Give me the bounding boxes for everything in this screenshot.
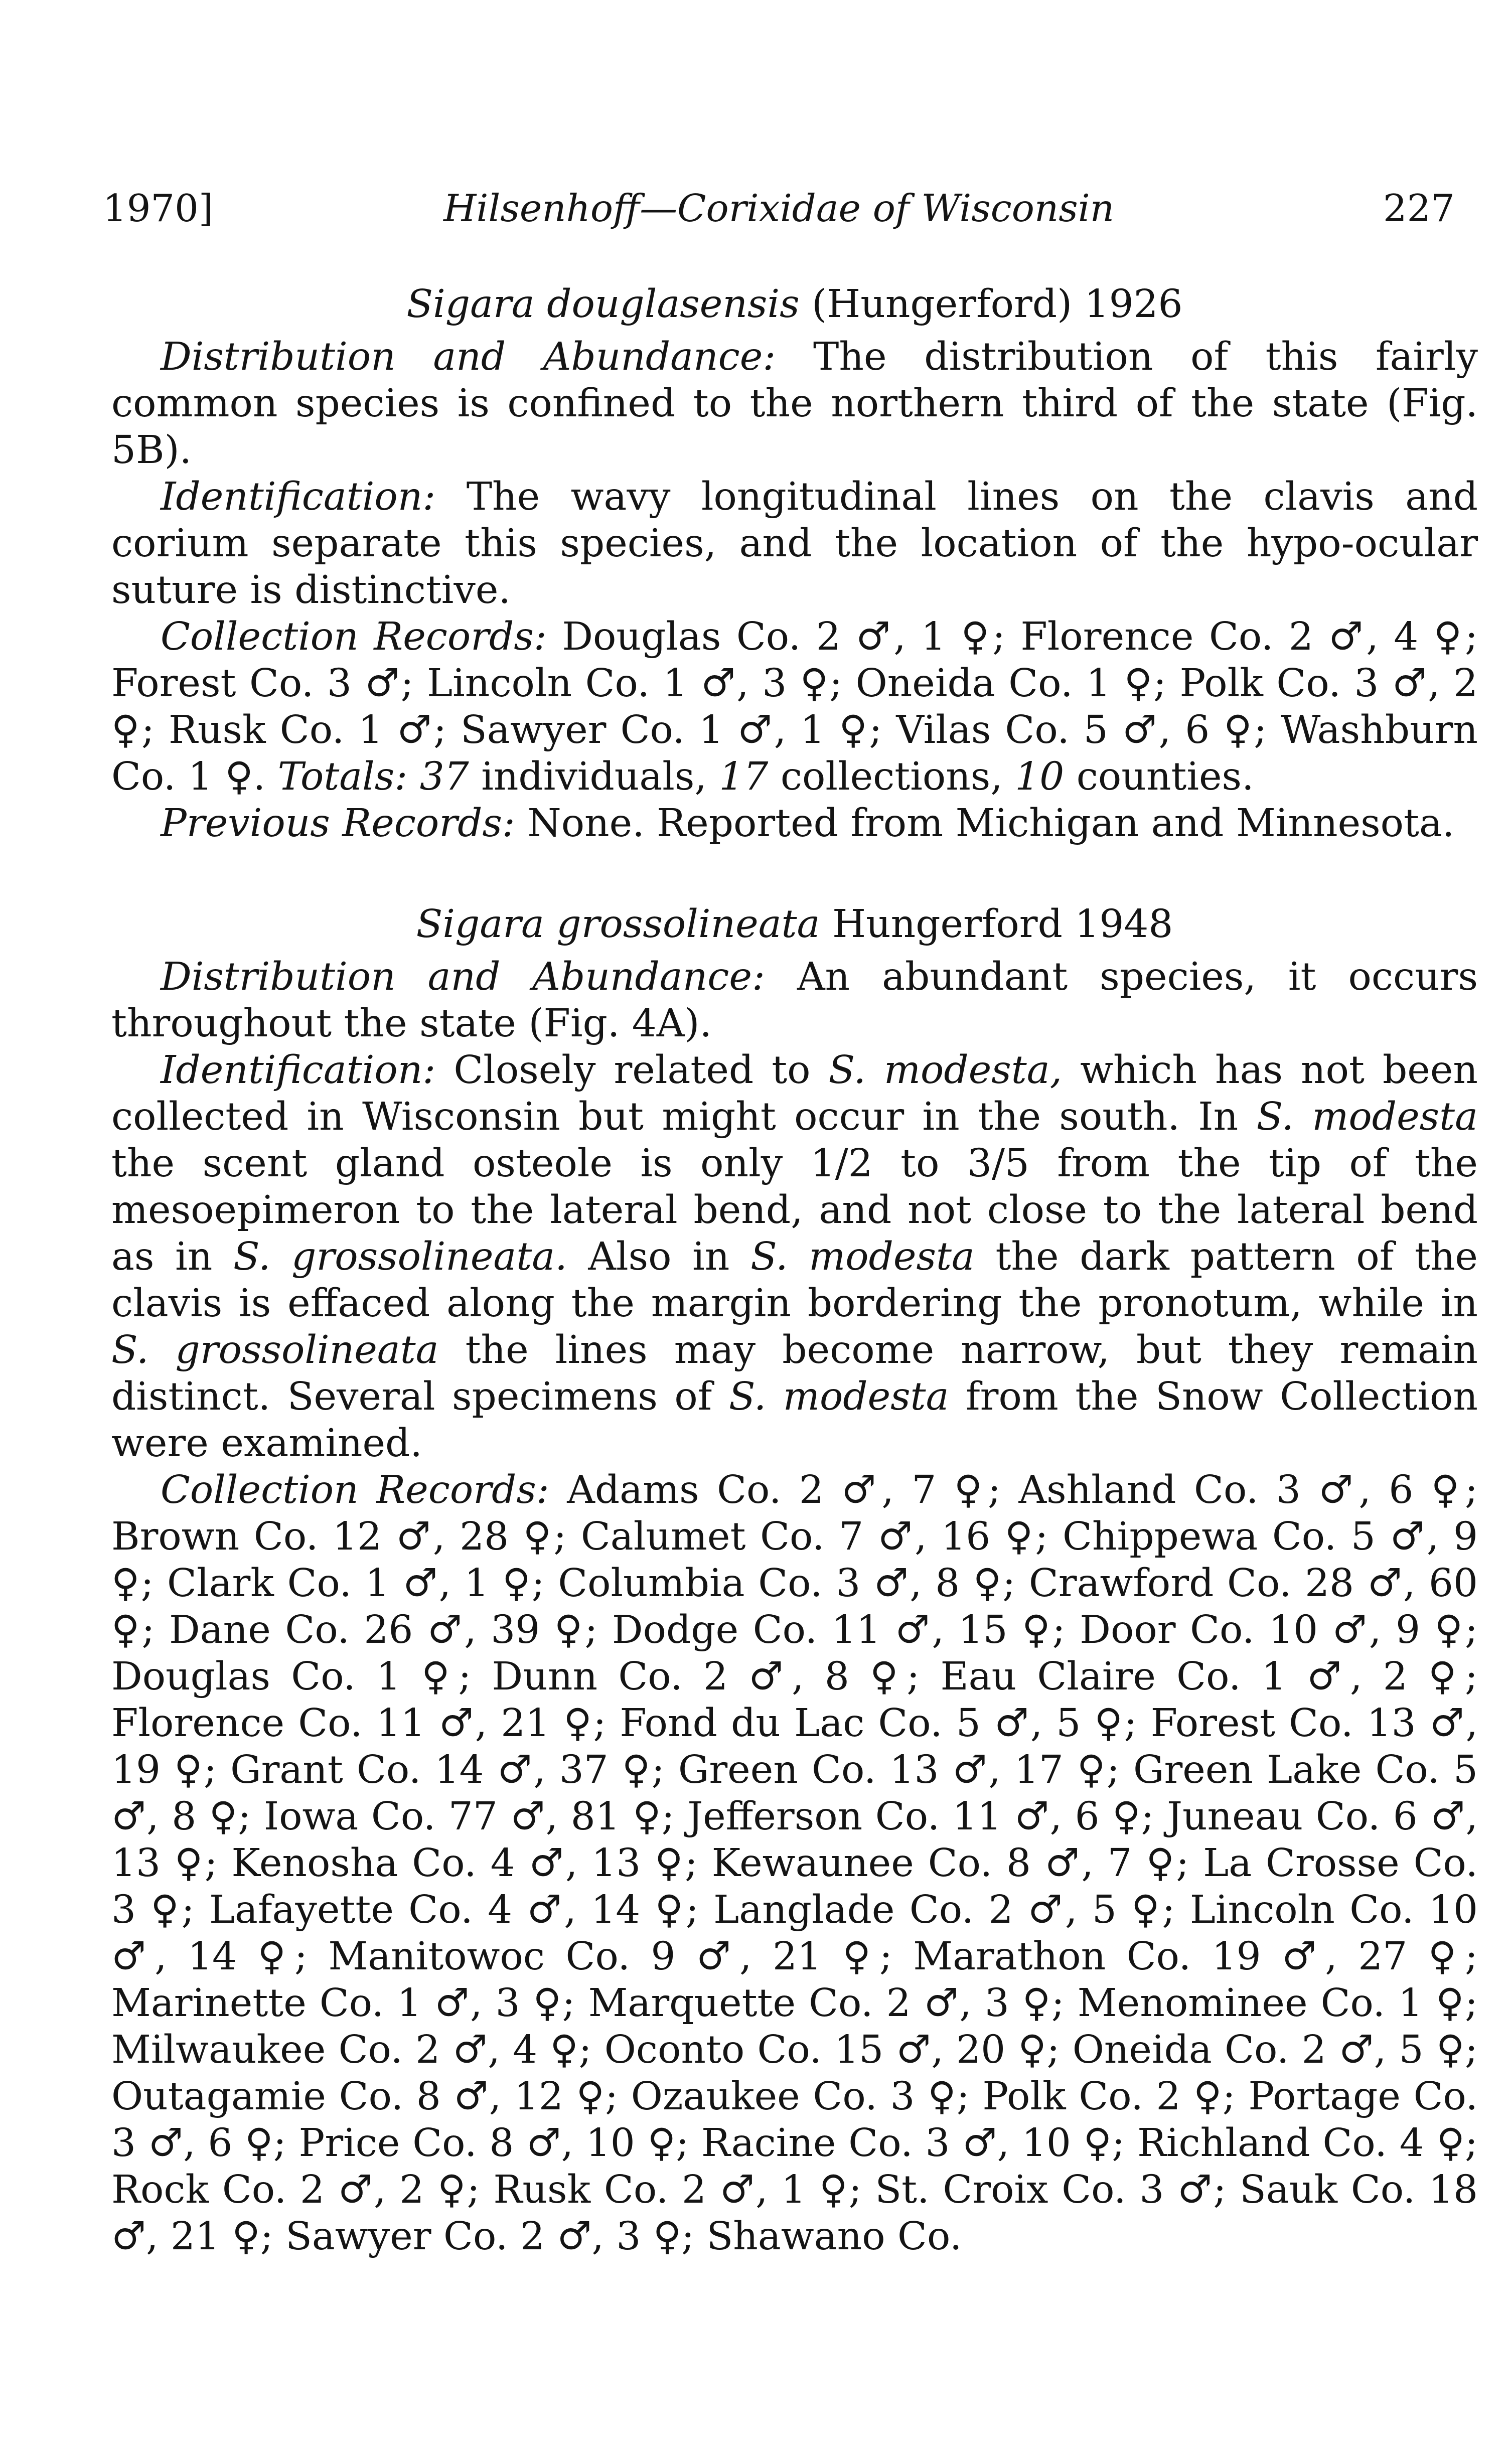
distribution-paragraph <box>111 334 1478 474</box>
totals-counties: 10 <box>1015 754 1065 799</box>
distribution-text: An abundant species, it occurs throughout the state (Fig. 4A). <box>111 955 1478 1046</box>
distribution-paragraph <box>111 954 1478 1047</box>
totals-label: Totals: <box>277 754 408 799</box>
collection-text: Adams Co. 2 ♂, 7 ♀; Ashland Co. 3 ♂, 6 ♀; Brown Co. 12 ♂, 28 ♀; Calumet Co. 7 ♂, 16 ♀; Chippewa Co. 5 ♂, 9 ♀; Clark Co. 1 ♂, 1 ♀; Columbia Co. 3 ♂, 8 ♀; Crawford Co. 28 ♂, 60 ♀; Dane Co. 26 ♂, 39 ♀; Dodge Co. 11 ♂, 15 ♀; Door Co. 10 ♂, 9 ♀; Douglas Co. 1 ♀; Dunn Co. 2 ♂, 8 ♀; Eau Claire Co. 1 ♂, 2 ♀; Florence Co. 11 ♂, 21 ♀; Fond du Lac Co. 5 ♂, 5 ♀; Forest Co. 13 ♂, 19 ♀; Grant Co. 14 ♂, 37 ♀; Green Co. 13 ♂, 17 ♀; Green Lake Co. 5 ♂, 8 ♀; Iowa Co. 77 ♂, 81 ♀; Jefferson Co. 11 ♂, 6 ♀; Juneau Co. 6 ♂, 13 ♀; Kenosha Co. 4 ♂, 13 ♀; Kewaunee Co. 8 ♂, 7 ♀; La Crosse Co. 3 ♀; Lafayette Co. 4 ♂, 14 ♀; Langlade Co. 2 ♂, 5 ♀; Lincoln Co. 10 ♂, 14 ♀; Manitowoc Co. 9 ♂, 21 ♀; Marathon Co. 19 ♂, 27 ♀; Marinette Co. 1 ♂, 3 ♀; Marquette Co. 2 ♂, 3 ♀; Menominee Co. 1 ♀; Milwaukee Co. 2 ♂, 4 ♀; Oconto Co. 15 ♂, 20 ♀; Oneida Co. 2 ♂, 5 ♀; Outagamie Co. 8 ♂, 12 ♀; Ozaukee Co. 3 ♀; Polk Co. 2 ♀; Portage Co. 3 ♂, 6 ♀; Price Co. 8 ♂, 10 ♀; Racine Co. 3 ♂, 10 ♀; Richland Co. 4 ♀; Rock Co. 2 ♂, 2 ♀; Rusk Co. 2 ♂, 1 ♀; St. Croix Co. 3 ♂; Sauk Co. 18 ♂, 21 ♀; Sawyer Co. 2 ♂, 3 ♀; Shawano Co. <box>111 1468 1478 2259</box>
totals-collections-text: collections, <box>780 754 1003 799</box>
species-authority: Hungerford 1948 <box>832 902 1173 947</box>
previous-text: None. Reported from Michigan and Minnesota. <box>527 801 1455 846</box>
species-heading-douglasensis <box>111 281 1478 328</box>
previous-label: Previous Records: <box>161 801 515 846</box>
species-reference: S. modesta <box>1256 1095 1478 1139</box>
header-year: 1970] <box>103 186 214 230</box>
distribution-label: Distribution and Abundance: <box>161 335 776 379</box>
species-reference: S. modesta <box>750 1235 975 1279</box>
species-reference: S. grossolineata. <box>233 1235 567 1279</box>
collection-records-paragraph <box>111 1467 1478 2260</box>
page-number: 227 <box>1383 186 1455 230</box>
identification-label: Identification: <box>161 475 436 519</box>
previous-records-paragraph <box>111 800 1478 847</box>
collection-text: Douglas Co. 2 ♂, 1 ♀; Florence Co. 2 ♂, 4 ♀; Forest Co. 3 ♂; Lincoln Co. 1 ♂, 3 ♀; Oneida Co. 1 ♀; Polk Co. 3 ♂, 2 ♀; Rusk Co. 1 ♂; Sawyer Co. 1 ♂, 1 ♀; Vilas Co. 5 ♂, 6 ♀; Washburn Co. 1 ♀. <box>111 614 1478 799</box>
collection-records-paragraph <box>111 613 1478 800</box>
species-name: Sigara douglasensis <box>406 282 800 327</box>
totals-individuals: 37 <box>419 754 469 799</box>
identification-text: the dark pattern of the clavis is effaced along the margin bordering the pronotum, while in <box>111 1235 1478 1326</box>
species-heading-grossolineata <box>111 901 1478 948</box>
running-header <box>103 178 1455 238</box>
totals-collections: 17 <box>719 754 769 799</box>
species-authority: (Hungerford) 1926 <box>812 282 1183 327</box>
identification-paragraph <box>111 474 1478 613</box>
distribution-text: The distribution of this fairly common species is confined to the northern third of the state (Fig. 5B). <box>111 335 1478 473</box>
header-title: Hilsenhoff—Corixidae of Wisconsin <box>443 186 1114 230</box>
species-name: Sigara grossolineata <box>416 902 820 947</box>
identification-text: which has not been collected in Wisconsin but might occur in the south. In <box>111 1048 1478 1139</box>
identification-text: from the Snow Collection were examined. <box>111 1374 1478 1466</box>
identification-text: the scent gland osteole is only 1/2 to 3/5 from the tip of the mesoepimeron to the lateral bend, and not close to the lateral bend as in <box>111 1141 1478 1279</box>
collection-label: Collection Records: <box>161 614 547 659</box>
species-reference: S. modesta, <box>828 1048 1063 1093</box>
identification-text: Also in <box>588 1235 730 1279</box>
identification-label: Identification: <box>161 1048 436 1093</box>
identification-text: The wavy longitudinal lines on the clavis and corium separate this species, and the location of the hypo-ocular suture is distinctive. <box>111 475 1478 612</box>
totals-counties-text: counties. <box>1076 754 1254 799</box>
species-reference: S. modesta <box>728 1374 949 1419</box>
identification-text: Closely related to <box>454 1048 811 1093</box>
identification-text: the lines may become narrow, but they remain distinct. Several specimens of <box>111 1328 1478 1419</box>
page-body <box>111 281 1478 2260</box>
species-reference: S. grossolineata <box>111 1328 439 1372</box>
distribution-label: Distribution and Abundance: <box>161 955 765 999</box>
identification-paragraph <box>111 1047 1478 1467</box>
totals-individuals-text: individuals, <box>481 754 707 799</box>
collection-label: Collection Records: <box>161 1468 549 1512</box>
